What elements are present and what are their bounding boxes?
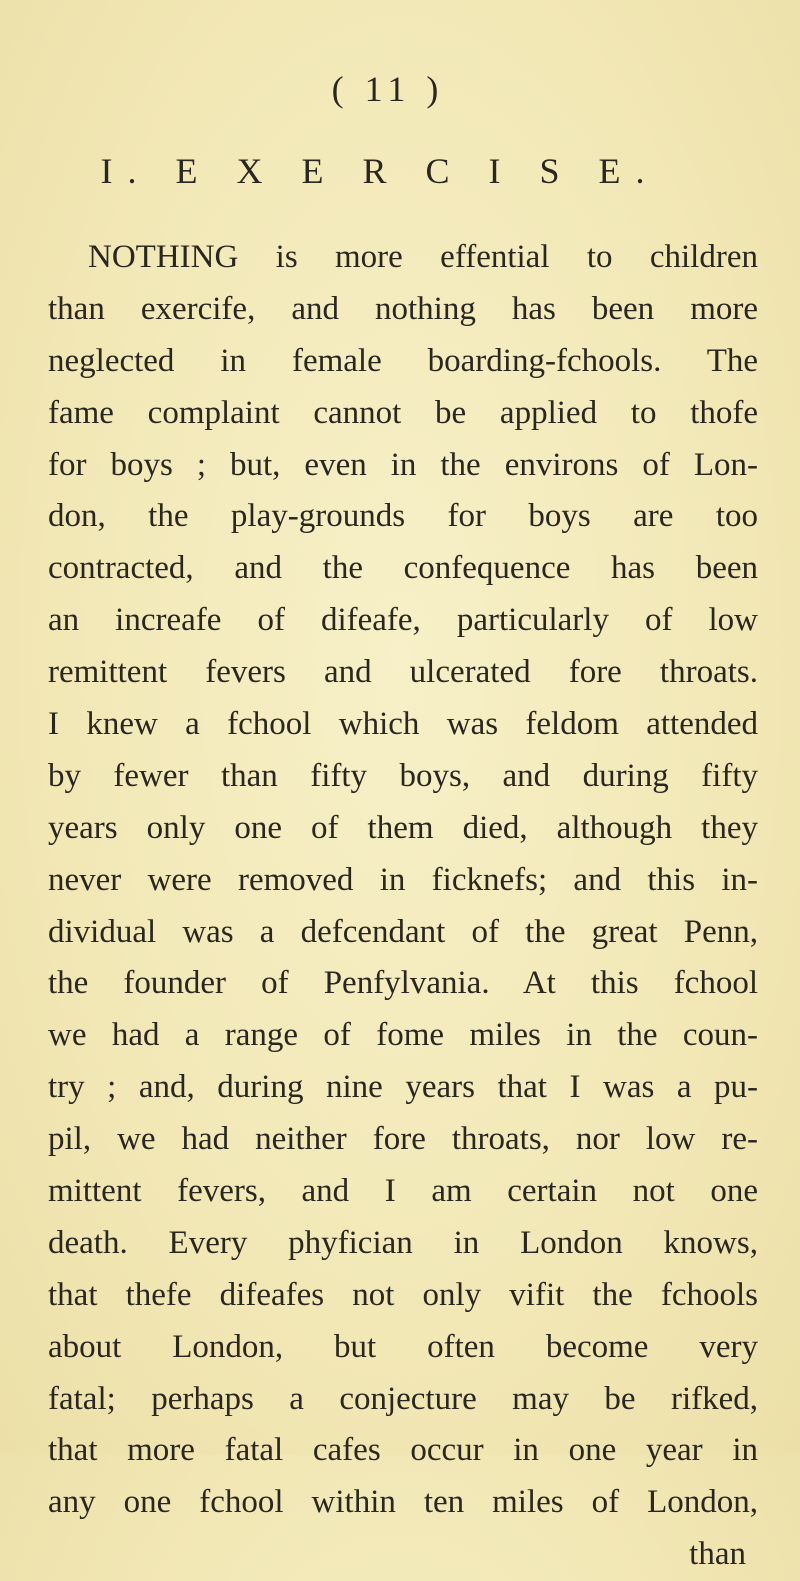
text-line: I knew a fchool which was feldom attended bbox=[48, 706, 758, 743]
text-line: fame complaint cannot be applied to thofe bbox=[48, 394, 758, 431]
text-line: that thefe difeafes not only vifit the fchools bbox=[48, 1276, 758, 1313]
text-line: fatal; perhaps a conjecture may be rifked, bbox=[48, 1380, 758, 1417]
text-line: any one fchool within ten miles of London, bbox=[48, 1484, 758, 1521]
text-line: than exercife, and nothing has been more bbox=[48, 290, 758, 327]
catchword: than bbox=[689, 1536, 746, 1573]
text-line: pil, we had neither fore throats, nor low re- bbox=[48, 1121, 758, 1158]
text-line: never were removed in ficknefs; and this in- bbox=[48, 861, 758, 898]
text-line: by fewer than fifty boys, and during fifty bbox=[48, 757, 758, 794]
text-line: years only one of them died, although they bbox=[48, 809, 758, 846]
text-line: don, the play-grounds for boys are too bbox=[48, 498, 758, 535]
text-line: we had a range of fome miles in the coun- bbox=[48, 1017, 758, 1054]
section-heading: I. E X E R C I S E. bbox=[100, 151, 660, 191]
text-line: that more fatal cafes occur in one year in bbox=[48, 1432, 758, 1469]
text-line: neglected in female boarding-fchools. The bbox=[48, 342, 758, 379]
text-line: about London, but often become very bbox=[48, 1328, 758, 1365]
page-number: ( 11 ) bbox=[331, 69, 445, 109]
text-line: for boys ; but, even in the environs of Lon- bbox=[48, 446, 758, 483]
text-line: dividual was a defcendant of the great Penn, bbox=[48, 913, 758, 950]
text-line: mittent fevers, and I am certain not one bbox=[48, 1173, 758, 1210]
body-text bbox=[48, 232, 758, 1581]
text-line: an increafe of difeafe, particularly of low bbox=[48, 602, 758, 639]
text-line: remittent fevers and ulcerated fore throats. bbox=[48, 654, 758, 691]
text-line: try ; and, during nine years that I was a pu- bbox=[48, 1069, 758, 1106]
text-line: the founder of Penfylvania. At this fchool bbox=[48, 965, 758, 1002]
text-line: NOTHING is more effential to children bbox=[88, 239, 758, 275]
text-line: contracted, and the confequence has been bbox=[48, 550, 758, 587]
text-line: death. Every phyfician in London knows, bbox=[48, 1224, 758, 1261]
